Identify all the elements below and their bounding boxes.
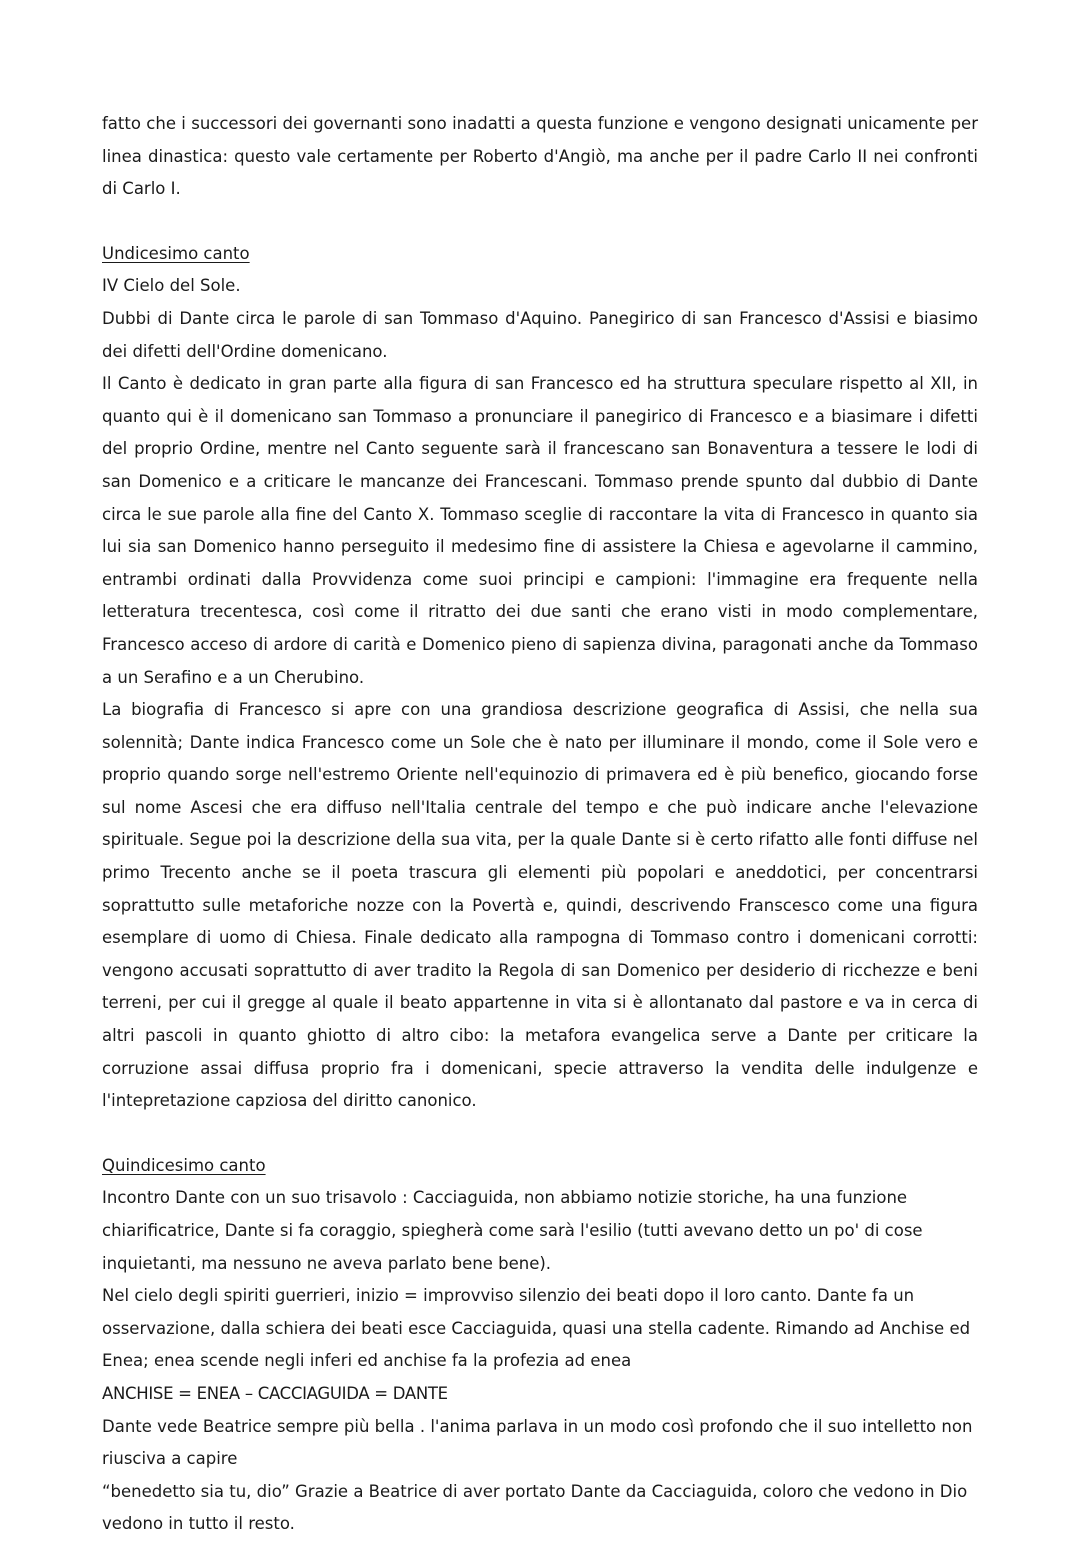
- section-heading-canto-11: Undicesimo canto: [102, 243, 250, 263]
- section-canto-11: [102, 238, 978, 1118]
- canto-15-paragraph-1: Incontro Dante con un suo trisavolo : Cacciaguida, non abbiamo notizie storiche, ha una funzione chiarificatrice, Dante si fa coraggio, spiegherà come sarà l'esilio (tutti avevano detto un po' di cose inquietanti, ma nessuno ne aveva parlato bene bene).: [102, 1188, 923, 1273]
- canto-11-location: IV Cielo del Sole.: [102, 276, 241, 296]
- canto-15-equation: ANCHISE = ENEA – CACCIAGUIDA = DANTE: [102, 1383, 448, 1403]
- canto-11-summary: Dubbi di Dante circa le parole di san Tommaso d'Aquino. Panegirico di san Francesco d'Assisi e biasimo dei difetti dell'Ordine domenicano.: [102, 308, 978, 361]
- intro-paragraph: fatto che i successori dei governanti sono inadatti a questa funzione e vengono designati unicamente per linea dinastica: questo vale certamente per Roberto d'Angiò, ma anche per il padre Carlo II nei confronti di Carlo I.: [102, 114, 978, 199]
- document-page: [102, 108, 978, 1541]
- section-heading-canto-15: Quindicesimo canto: [102, 1155, 266, 1175]
- canto-15-paragraph-4: “benedetto sia tu, dio” Grazie a Beatrice di aver portato Dante da Cacciaguida, coloro che vedono in Dio vedono in tutto il resto.: [102, 1481, 968, 1534]
- section-spacer: [102, 1118, 978, 1150]
- canto-11-paragraph-1: Il Canto è dedicato in gran parte alla figura di san Francesco ed ha struttura speculare rispetto al XII, in quanto qui è il domenicano san Tommaso a pronunciare il panegirico di Francesco e a biasimare i difetti del proprio Ordine, mentre nel Canto seguente sarà il francescano san Bonaventura a tessere le lodi di san Domenico e a criticare le mancanze dei Francescani. Tommaso prende spunto dal dubbio di Dante circa le sue parole alla fine del Canto X. Tommaso sceglie di raccontare la vita di Francesco in quanto sia lui sia san Domenico hanno perseguito il medesimo fine di assistere la Chiesa e agevolarne il cammino, entrambi ordinati dalla Provvidenza come suoi principi e campioni: l'immagine era frequente nella letteratura trecentesca, così come il ritratto dei due santi che erano visti in modo complementare, Francesco acceso di ardore di carità e Domenico pieno di sapienza divina, paragonati anche da Tommaso a un Serafino e a un Cherubino.: [102, 374, 978, 687]
- canto-15-paragraph-3: Dante vede Beatrice sempre più bella . l'anima parlava in un modo così profondo che il suo intelletto non riusciva a capire: [102, 1416, 973, 1469]
- canto-15-paragraph-2: Nel cielo degli spiriti guerrieri, inizio = improvviso silenzio dei beati dopo il loro canto. Dante fa un osservazione, dalla schiera dei beati esce Cacciaguida, quasi una stella cadente. Rimando ad Anchise ed Enea; enea scende negli inferi ed anchise fa la profezia ad enea: [102, 1286, 971, 1371]
- canto-11-paragraph-2: La biografia di Francesco si apre con una grandiosa descrizione geografica di Assisi, che nella sua solennità; Dante indica Francesco come un Sole che è nato per illuminare il mondo, come il Sole vero e proprio quando sorge nell'estremo Oriente nell'equinozio di primavera ed è più benefico, giocando forse sul nome Ascesi che era diffuso nell'Italia centrale del tempo e che può indicare anche l'elevazione spirituale. Segue poi la descrizione della sua vita, per la quale Dante si è certo rifatto alle fonti diffuse nel primo Trecento anche se il poeta trascura gli elementi più popolari e aneddotici, per concentrarsi soprattutto sulle metaforiche nozze con la Povertà e, quindi, descrivendo Franscesco come una figura esemplare di uomo di Chiesa. Finale dedicato alla rampogna di Tommaso contro i domenicani corrotti: vengono accusati soprattutto di aver tradito la Regola di san Domenico per desiderio di ricchezze e beni terreni, per cui il gregge al quale il beato appartenne in vita si è allontanato dal pastore e va in cerca di altri pascoli in quanto ghiotto di altro cibo: la metafora evangelica serve a Dante per criticare la corruzione assai diffusa proprio fra i domenicani, specie attraverso la vendita delle indulgenze e l'intepretazione capziosa del diritto canonico.: [102, 700, 978, 1111]
- section-canto-15: [102, 1150, 978, 1541]
- section-spacer: [102, 206, 978, 238]
